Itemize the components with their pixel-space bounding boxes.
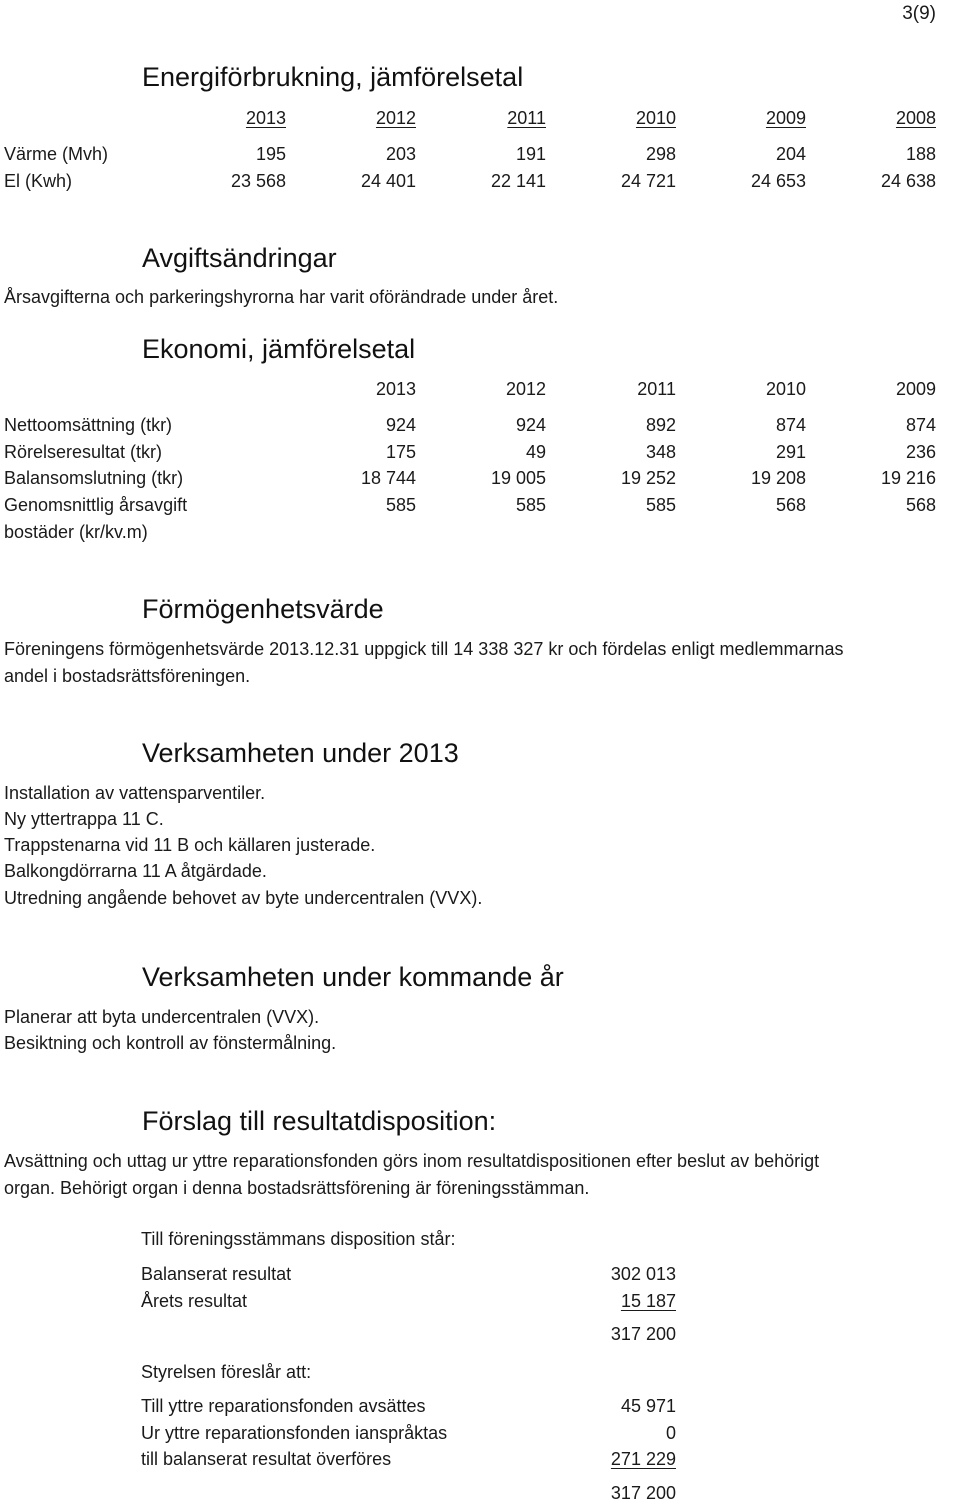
board-value: 271 229 xyxy=(610,1449,676,1469)
fees-text: Årsavgifterna och parkeringshyrorna har varit oförändrade under året. xyxy=(4,287,559,307)
energy-row-label: El (Kwh) xyxy=(4,171,73,191)
energy-year: 2008 xyxy=(895,108,936,128)
energy-row-label: Värme (Mvh) xyxy=(4,144,109,164)
board-label: Ur yttre reparationsfonden ianspråktas xyxy=(141,1423,448,1443)
proposal-text-line-1: Avsättning och uttag ur yttre reparationsfonden görs inom resultatdispositionen efter beslut av behörigt xyxy=(4,1151,820,1171)
economy-year: 2012 xyxy=(505,379,546,399)
economy-cell: 585 xyxy=(515,495,546,515)
energy-year: 2011 xyxy=(507,108,546,128)
energy-cell: 23 568 xyxy=(230,171,286,191)
activity-item: Ny yttertrappa 11 C. xyxy=(4,809,164,829)
economy-cell: 874 xyxy=(905,415,936,435)
economy-cell: 585 xyxy=(645,495,676,515)
economy-cell: 19 208 xyxy=(750,468,806,488)
energy-cell: 22 141 xyxy=(490,171,546,191)
energy-cell: 195 xyxy=(255,144,286,164)
activities-2013-title: Verksamheten under 2013 xyxy=(142,738,459,768)
available-heading: Till föreningsstämmans disposition står: xyxy=(141,1229,456,1249)
economy-row-label: Rörelseresultat (tkr) xyxy=(4,442,163,462)
economy-cell: 18 744 xyxy=(360,468,416,488)
available-label: Balanserat resultat xyxy=(141,1264,292,1284)
economy-row-label-cont: bostäder (kr/kv.m) xyxy=(4,522,148,542)
activity-item: Trappstenarna vid 11 B och källaren justerade. xyxy=(4,835,376,855)
economy-cell: 19 005 xyxy=(490,468,546,488)
board-value: 0 xyxy=(665,1423,676,1443)
economy-cell: 19 252 xyxy=(620,468,676,488)
available-value: 15 187 xyxy=(620,1291,676,1311)
economy-cell: 19 216 xyxy=(880,468,936,488)
activities-next-title: Verksamheten under kommande år xyxy=(142,962,564,992)
economy-cell: 568 xyxy=(905,495,936,515)
energy-cell: 204 xyxy=(775,144,806,164)
proposal-text-line-2: organ. Behörigt organ i denna bostadsrättsförening är föreningsstämman. xyxy=(4,1178,590,1198)
board-label: Till yttre reparationsfonden avsättes xyxy=(141,1396,426,1416)
energy-cell: 24 653 xyxy=(750,171,806,191)
economy-row-label: Nettoomsättning (tkr) xyxy=(4,415,173,435)
available-label: Årets resultat xyxy=(141,1291,248,1311)
economy-cell: 348 xyxy=(645,442,676,462)
economy-row-label: Genomsnittlig årsavgift xyxy=(4,495,188,515)
available-total: 317 200 xyxy=(610,1324,676,1344)
economy-cell: 874 xyxy=(775,415,806,435)
page-number: 3(9) xyxy=(902,3,936,24)
energy-cell: 188 xyxy=(905,144,936,164)
energy-year: 2013 xyxy=(245,108,286,128)
plan-item: Besiktning och kontroll av fönstermålning. xyxy=(4,1033,337,1053)
plan-item: Planerar att byta undercentralen (VVX). xyxy=(4,1007,320,1027)
activity-item: Utredning angående behovet av byte undercentralen (VVX). xyxy=(4,888,483,908)
board-total: 317 200 xyxy=(610,1483,676,1503)
economy-year: 2009 xyxy=(895,379,936,399)
energy-cell: 191 xyxy=(515,144,546,164)
wealth-title: Förmögenhetsvärde xyxy=(142,594,384,624)
economy-year: 2010 xyxy=(765,379,806,399)
economy-year: 2011 xyxy=(637,379,676,399)
economy-cell: 924 xyxy=(515,415,546,435)
board-heading: Styrelsen föreslår att: xyxy=(141,1362,312,1382)
economy-cell: 568 xyxy=(775,495,806,515)
energy-cell: 203 xyxy=(385,144,416,164)
wealth-text-line-1: Föreningens förmögenhetsvärde 2013.12.31 uppgick till 14 338 327 kr och fördelas enligt medlemmarnas xyxy=(4,639,844,659)
energy-title: Energiförbrukning, jämförelsetal xyxy=(142,62,524,92)
proposal-title: Förslag till resultatdisposition: xyxy=(142,1106,497,1136)
activity-item: Installation av vattensparventiler. xyxy=(4,783,266,803)
economy-cell: 49 xyxy=(525,442,546,462)
economy-year: 2013 xyxy=(375,379,416,399)
energy-year: 2009 xyxy=(765,108,806,128)
energy-cell: 24 401 xyxy=(360,171,416,191)
economy-cell: 291 xyxy=(775,442,806,462)
activity-item: Balkongdörrarna 11 A åtgärdade. xyxy=(4,861,267,881)
energy-cell: 24 638 xyxy=(880,171,936,191)
available-value: 302 013 xyxy=(610,1264,676,1284)
economy-cell: 892 xyxy=(645,415,676,435)
economy-cell: 924 xyxy=(385,415,416,435)
fees-title: Avgiftsändringar xyxy=(142,243,337,273)
economy-row-label: Balansomslutning (tkr) xyxy=(4,468,184,488)
economy-cell: 175 xyxy=(385,442,416,462)
energy-year: 2012 xyxy=(375,108,416,128)
economy-cell: 236 xyxy=(905,442,936,462)
board-label: till balanserat resultat överföres xyxy=(141,1449,392,1469)
energy-cell: 24 721 xyxy=(620,171,676,191)
economy-title: Ekonomi, jämförelsetal xyxy=(142,334,416,364)
board-value: 45 971 xyxy=(620,1396,676,1416)
wealth-text-line-2: andel i bostadsrättsföreningen. xyxy=(4,666,251,686)
energy-cell: 298 xyxy=(645,144,676,164)
energy-year: 2010 xyxy=(635,108,676,128)
economy-cell: 585 xyxy=(385,495,416,515)
